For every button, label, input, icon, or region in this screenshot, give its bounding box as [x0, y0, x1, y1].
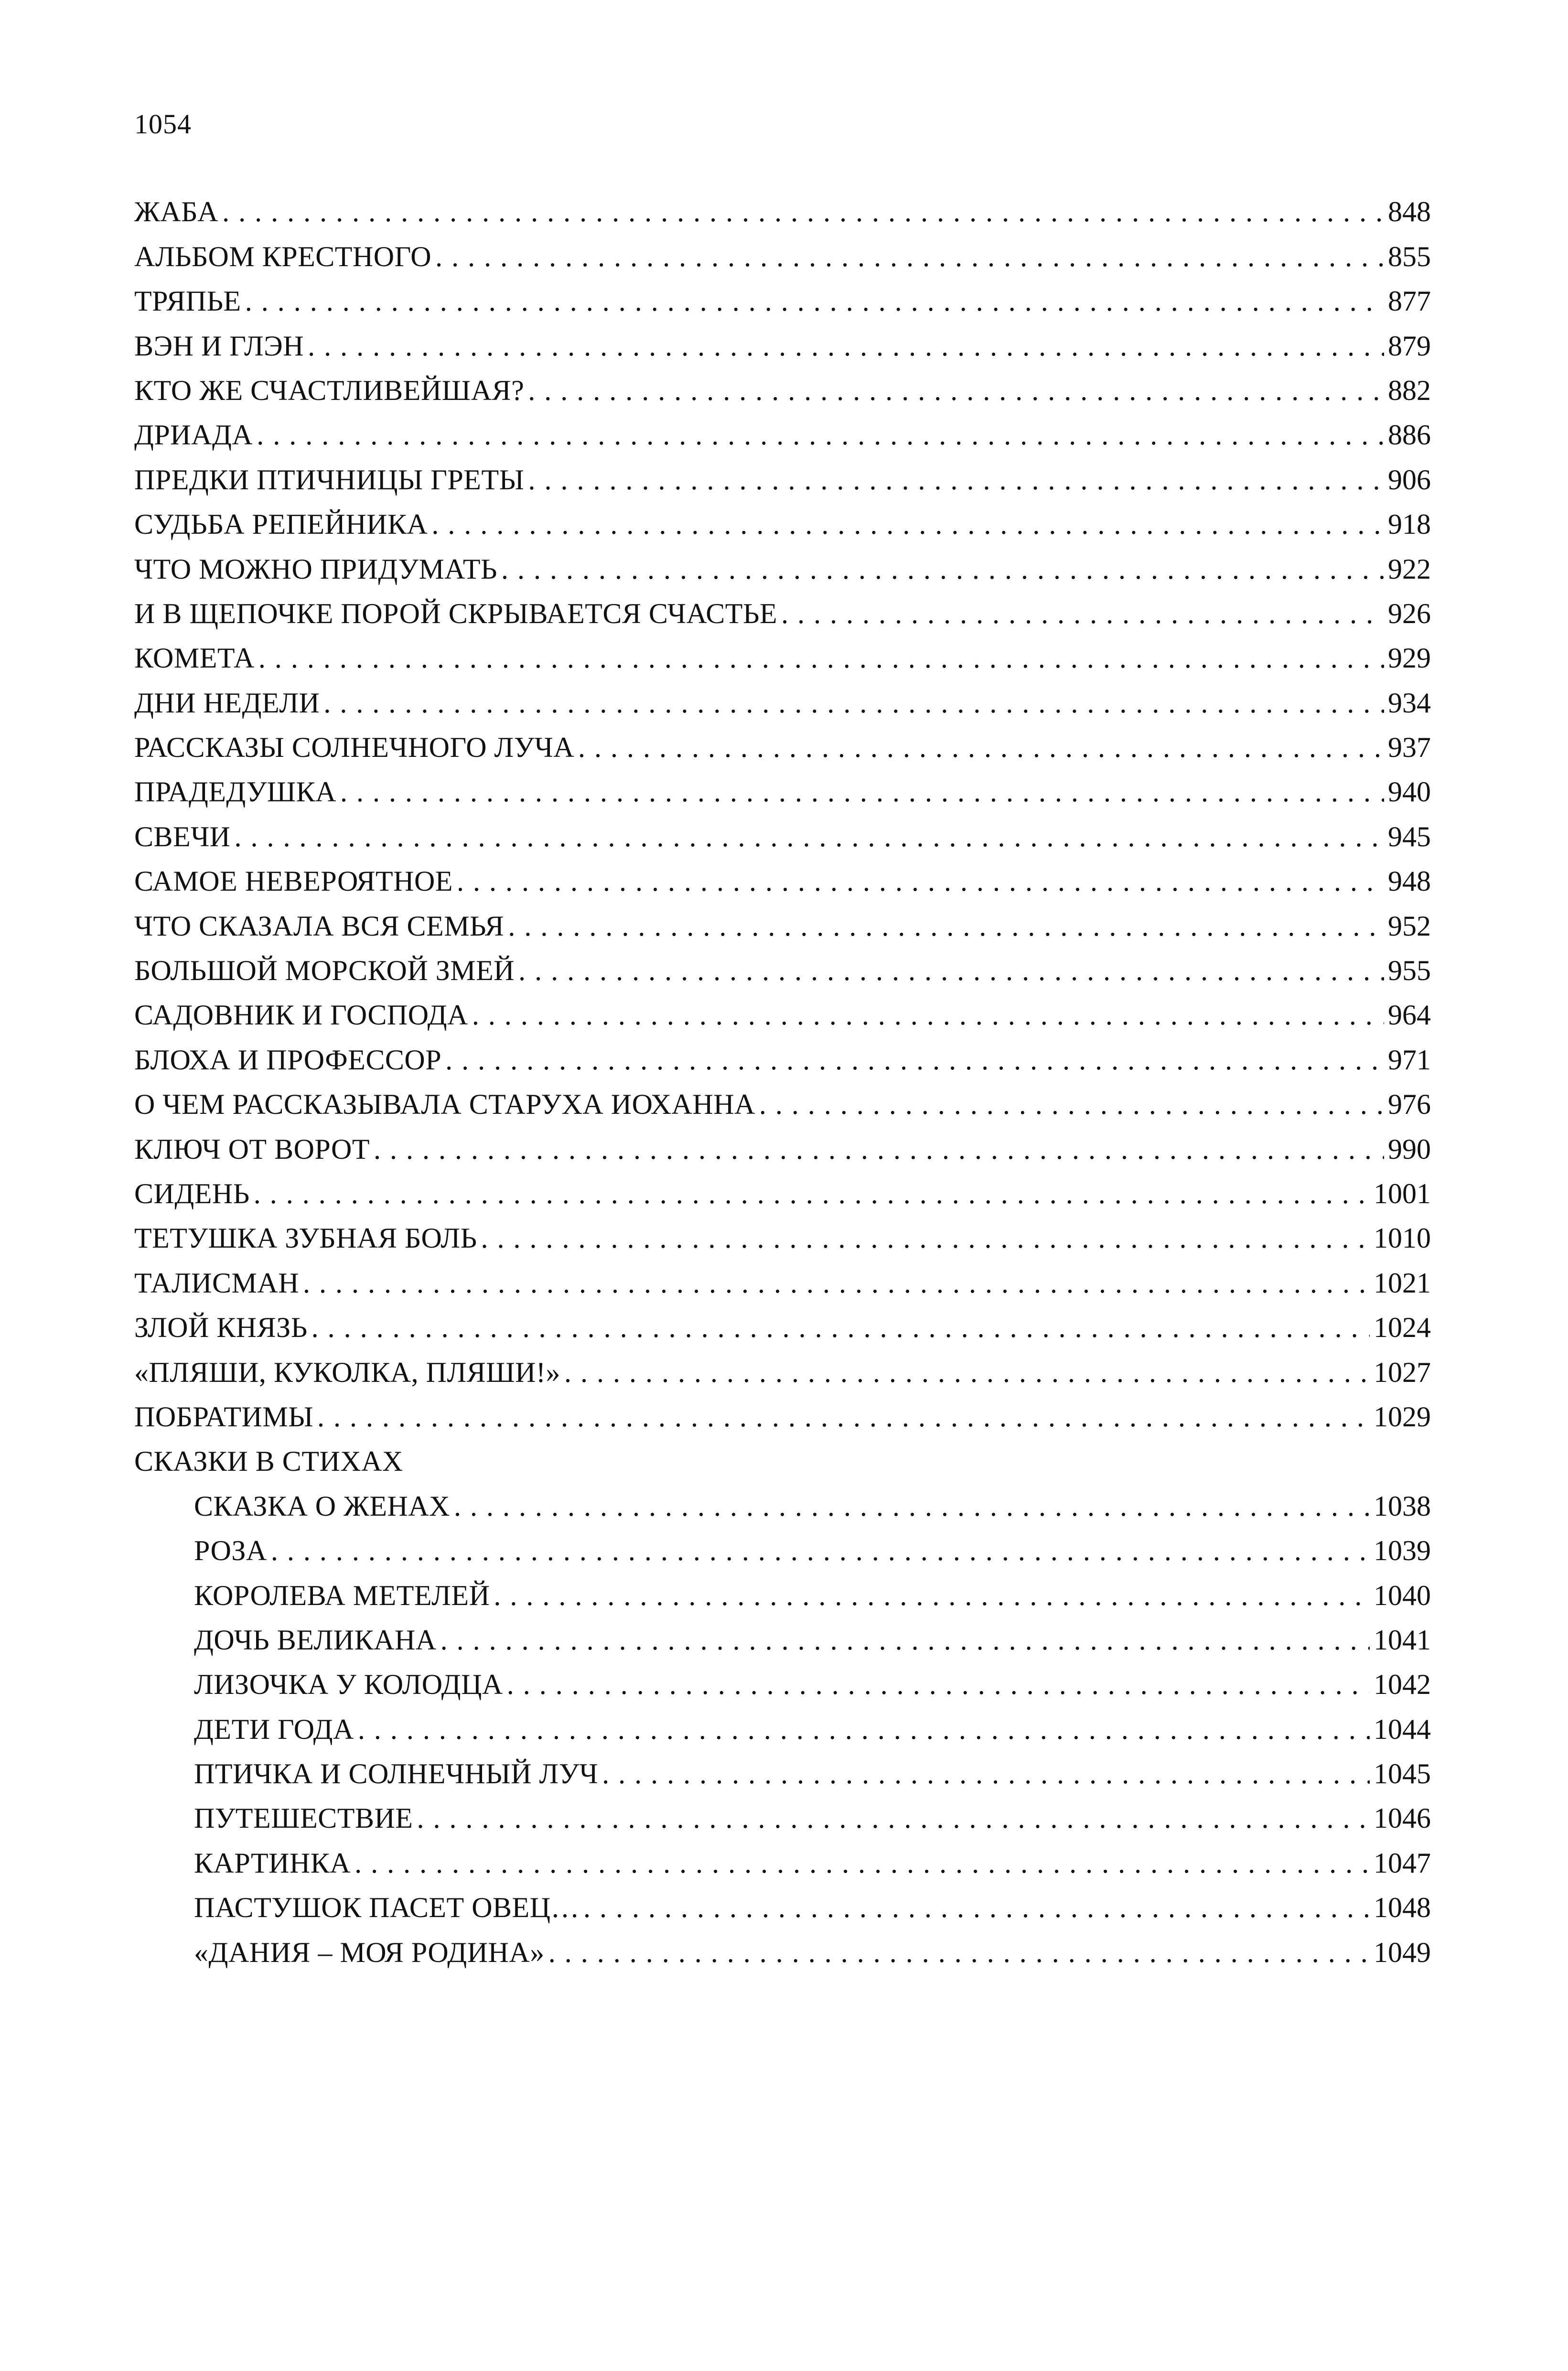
dot-leader: [257, 418, 1384, 452]
toc-entry-page: 918: [1388, 508, 1431, 540]
toc-entry-page: 922: [1388, 553, 1431, 585]
toc-entry: [134, 277, 1431, 322]
toc-entry-title: САМОЕ НЕВЕРОЯТНОЕ: [134, 865, 453, 897]
dot-leader: [435, 240, 1384, 273]
toc-entry: [134, 1616, 1431, 1660]
dot-leader: [583, 1891, 1370, 1924]
dot-leader: [481, 1221, 1370, 1255]
toc-entry-title: ЧТО СКАЗАЛА ВСЯ СЕМЬЯ: [134, 910, 505, 942]
toc-entry-page: 940: [1388, 776, 1431, 808]
toc-entry: [134, 1393, 1431, 1437]
toc-entry-title: БЛОХА И ПРОФЕССОР: [134, 1044, 442, 1076]
dot-leader: [501, 552, 1384, 586]
toc-entry: [134, 1482, 1431, 1526]
toc-entry-page: 1047: [1374, 1847, 1431, 1879]
dot-leader: [440, 1623, 1370, 1657]
toc-entry-title: ЗЛОЙ КНЯЗЬ: [134, 1312, 308, 1344]
dot-leader: [602, 1757, 1370, 1790]
toc-entry-page: 1049: [1374, 1936, 1431, 1968]
dot-leader: [317, 1400, 1370, 1433]
toc-entry: [134, 1125, 1431, 1169]
dot-leader: [445, 1043, 1384, 1077]
toc-entry-title: ПАСТУШОК ПАСЕТ ОВЕЦ…: [194, 1892, 580, 1924]
dot-leader: [417, 1801, 1370, 1835]
dot-leader: [235, 820, 1384, 853]
dot-leader: [271, 1534, 1370, 1567]
dot-leader: [358, 1713, 1370, 1746]
toc-entry-page: 952: [1388, 910, 1431, 942]
dot-leader: [245, 284, 1384, 318]
toc-entry-page: 1021: [1374, 1267, 1431, 1299]
toc-entry-title: ВЭН И ГЛЭН: [134, 330, 304, 362]
toc-entry-page: 1024: [1374, 1312, 1431, 1344]
toc-entry-title: КАРТИНКА: [194, 1847, 351, 1879]
toc-entry: [134, 991, 1431, 1035]
toc-entry: [134, 188, 1431, 232]
toc-entry: [134, 1080, 1431, 1125]
toc-entry-title: ПОБРАТИМЫ: [134, 1401, 314, 1433]
toc-entry-title: ТЕТУШКА ЗУБНАЯ БОЛЬ: [134, 1222, 477, 1254]
toc-entry-title: БОЛЬШОЙ МОРСКОЙ ЗМЕЙ: [134, 955, 515, 987]
toc-entry: [134, 1884, 1431, 1928]
toc-entry-page: 976: [1388, 1089, 1431, 1121]
toc-entry-page: 964: [1388, 999, 1431, 1031]
toc-entry-title: ЛИЗОЧКА У КОЛОДЦА: [194, 1669, 503, 1701]
dot-leader: [564, 1356, 1370, 1389]
dot-leader: [494, 1579, 1370, 1612]
toc-entry-title: «ПЛЯШИ, КУКОЛКА, ПЛЯШИ!»: [134, 1356, 560, 1388]
toc-entry-page: 1042: [1374, 1669, 1431, 1701]
toc-entry: [134, 857, 1431, 902]
toc-entry: [134, 768, 1431, 812]
dot-leader: [457, 864, 1384, 898]
toc-entry-title: СИДЕНЬ: [134, 1177, 250, 1209]
toc-entry: [134, 1527, 1431, 1571]
toc-entry-title: О ЧЕМ РАССКАЗЫВАЛА СТАРУХА ИОХАННА: [134, 1089, 755, 1121]
dot-leader: [472, 998, 1384, 1032]
toc-entry: [134, 1571, 1431, 1616]
toc-entry-page: 926: [1388, 597, 1431, 629]
dot-leader: [508, 909, 1384, 943]
toc-entry-title: ДРИАДА: [134, 419, 253, 451]
toc-entry: [134, 812, 1431, 857]
toc-entry: [134, 500, 1431, 545]
dot-leader: [222, 195, 1384, 228]
dot-leader: [258, 641, 1384, 675]
toc-entry-page: 1045: [1374, 1758, 1431, 1790]
dot-leader: [518, 954, 1384, 987]
toc-entry-title: ДНИ НЕДЕЛИ: [134, 687, 320, 719]
dot-leader: [578, 731, 1384, 764]
toc-entry: [134, 232, 1431, 277]
toc-entry-page: 955: [1388, 955, 1431, 987]
toc-entry-title: ЧТО МОЖНО ПРИДУМАТЬ: [134, 553, 497, 585]
toc-entry-page: 1038: [1374, 1490, 1431, 1522]
toc-entry: [134, 634, 1431, 679]
toc-entry: [134, 1304, 1431, 1348]
toc-entry: [134, 1660, 1431, 1705]
dot-leader: [374, 1132, 1384, 1166]
toc-entry-page: 1040: [1374, 1579, 1431, 1611]
toc-entry-title: САДОВНИК И ГОСПОДА: [134, 999, 468, 1031]
toc-entry: [134, 366, 1431, 411]
dot-leader: [781, 597, 1384, 630]
dot-leader: [454, 1489, 1370, 1523]
toc-entry-page: 855: [1388, 240, 1431, 272]
dot-leader: [311, 1311, 1370, 1344]
toc-entry-title: ПРЕДКИ ПТИЧНИЦЫ ГРЕТЫ: [134, 463, 525, 496]
toc-entry-title: КТО ЖЕ СЧАСТЛИВЕЙШАЯ?: [134, 374, 525, 406]
dot-leader: [323, 686, 1384, 720]
toc-entry: [134, 947, 1431, 991]
toc-entry-page: 971: [1388, 1044, 1431, 1076]
toc-entry-page: 929: [1388, 642, 1431, 674]
toc-entry: [134, 1214, 1431, 1259]
toc-entry-page: 1029: [1374, 1401, 1431, 1433]
toc-entry-page: 937: [1388, 732, 1431, 764]
toc-entry: [134, 1035, 1431, 1080]
toc-entry: [134, 902, 1431, 946]
toc-entry: [134, 1794, 1431, 1839]
toc-entry-page: 934: [1388, 687, 1431, 719]
toc-entry-page: 879: [1388, 330, 1431, 362]
dot-leader: [548, 1936, 1370, 1969]
dot-leader: [759, 1088, 1384, 1121]
toc-entry-page: 882: [1388, 374, 1431, 406]
toc-entry-title: АЛЬБОМ КРЕСТНОГО: [134, 240, 432, 272]
toc-entry-page: 848: [1388, 196, 1431, 228]
toc-entry-title: «ДАНИЯ – МОЯ РОДИНА»: [194, 1936, 545, 1968]
toc-entry: [134, 1750, 1431, 1794]
toc-section-list: [134, 1482, 1431, 1972]
toc-entry-title: РОЗА: [194, 1535, 267, 1567]
toc-entry-title: ЖАБА: [134, 196, 219, 228]
toc-entry: [134, 455, 1431, 500]
dot-leader: [528, 463, 1384, 496]
toc-entry-title: ПРАДЕДУШКА: [134, 776, 336, 808]
dot-leader: [303, 1266, 1370, 1300]
toc-entry-page: 990: [1388, 1133, 1431, 1165]
toc-entry: [134, 411, 1431, 455]
toc-entry-title: КОМЕТА: [134, 642, 255, 674]
toc-entry: [134, 1705, 1431, 1749]
toc-entry-page: 906: [1388, 463, 1431, 496]
dot-leader: [254, 1177, 1370, 1210]
toc-entry-title: ТРЯПЬЕ: [134, 285, 241, 317]
dot-leader: [308, 329, 1384, 363]
dot-leader: [354, 1846, 1370, 1880]
toc-entry-page: 1041: [1374, 1624, 1431, 1656]
toc-entry-title: СКАЗКА О ЖЕНАХ: [194, 1490, 451, 1522]
toc-entry-page: 886: [1388, 419, 1431, 451]
page-number: 1054: [134, 108, 192, 140]
dot-leader: [431, 507, 1384, 541]
toc-entry-page: 1048: [1374, 1892, 1431, 1924]
toc-entry-page: 1046: [1374, 1802, 1431, 1834]
toc-entry: [134, 1259, 1431, 1303]
toc-entry: [134, 545, 1431, 589]
toc-entry-page: 1039: [1374, 1535, 1431, 1567]
toc-entry-title: ПТИЧКА И СОЛНЕЧНЫЙ ЛУЧ: [194, 1758, 599, 1790]
toc-entry: [134, 590, 1431, 634]
toc-section-heading: [134, 1437, 1431, 1482]
toc-entry: [134, 322, 1431, 366]
toc-entry-title: И В ЩЕПОЧКЕ ПОРОЙ СКРЫВАЕТСЯ СЧАСТЬЕ: [134, 597, 778, 629]
toc-entry-page: 948: [1388, 865, 1431, 897]
toc-entry-title: ДЕТИ ГОДА: [194, 1713, 354, 1745]
toc-entry: [134, 1348, 1431, 1392]
toc-entry: [134, 679, 1431, 723]
toc-entry-page: 1044: [1374, 1713, 1431, 1745]
table-of-contents: [134, 188, 1431, 1973]
dot-leader: [340, 775, 1384, 808]
toc-entry-title: РАССКАЗЫ СОЛНЕЧНОГО ЛУЧА: [134, 732, 575, 764]
toc-entry: [134, 1839, 1431, 1883]
toc-entry: [134, 1170, 1431, 1214]
toc-entry-title: СУДЬБА РЕПЕЙНИКА: [134, 508, 428, 540]
toc-entry-page: 1027: [1374, 1356, 1431, 1388]
toc-entry-title: ТАЛИСМАН: [134, 1267, 300, 1299]
toc-entry-title: КЛЮЧ ОТ ВОРОТ: [134, 1133, 370, 1165]
toc-entry-title: ДОЧЬ ВЕЛИКАНА: [194, 1624, 437, 1656]
toc-entry-page: 1001: [1374, 1177, 1431, 1209]
toc-entry-title: СВЕЧИ: [134, 820, 231, 852]
toc-entry-title: КОРОЛЕВА МЕТЕЛЕЙ: [194, 1579, 490, 1611]
section-title: СКАЗКИ В СТИХАХ: [134, 1445, 403, 1477]
toc-entry-page: 945: [1388, 820, 1431, 852]
toc-main-list: [134, 188, 1431, 1437]
toc-entry: [134, 723, 1431, 768]
toc-entry: [134, 1928, 1431, 1972]
dot-leader: [507, 1668, 1370, 1701]
toc-entry-title: ПУТЕШЕСТВИЕ: [194, 1802, 413, 1834]
toc-entry-page: 1010: [1374, 1222, 1431, 1254]
dot-leader: [528, 374, 1384, 407]
toc-entry-page: 877: [1388, 285, 1431, 317]
